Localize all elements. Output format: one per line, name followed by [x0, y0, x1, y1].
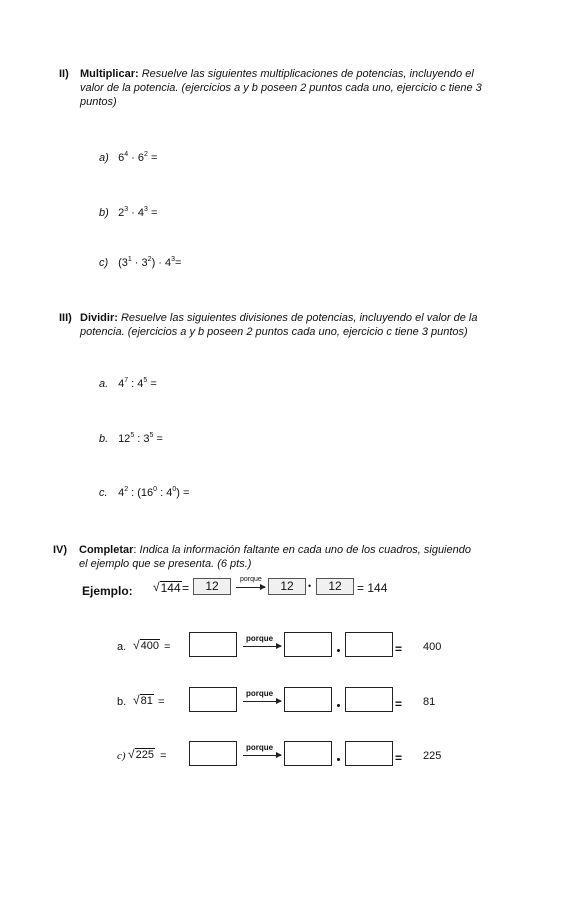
sqrt-icon: √ — [133, 693, 140, 707]
section-title: Completar — [79, 544, 134, 556]
section-completar: IV) Completar: Indica la información faltante en cada uno de los cuadros, siguiendo el ejemplo que se presenta. (6 pts.) — [53, 544, 471, 570]
exercise-ii-a: a) $6^4 \cdot 6^2$ = — [99, 151, 158, 164]
section-number: II) — [59, 68, 69, 80]
result-value: 400 — [423, 641, 442, 653]
answer-box-2[interactable] — [284, 687, 332, 712]
section-instruction-line1: Resuelve las siguientes multiplicaciones de potencias, incluyendo el — [141, 68, 474, 80]
arrow-icon — [236, 587, 265, 588]
example-box-2: 12 — [268, 578, 306, 595]
porque-label: porque — [246, 689, 274, 698]
sqrt-icon: √ — [153, 580, 160, 594]
section-instruction-line1: Resuelve las siguientes divisiones de potencias, incluyendo el valor de la — [120, 312, 478, 324]
example-label: Ejemplo: — [82, 584, 133, 598]
exercise-ii-c: c) $(3^1 \cdot 3^2) \cdot 4^3=$ — [99, 256, 182, 269]
sqrt-icon: √ — [133, 638, 140, 652]
section-instruction-line2: el ejemplo que se presenta. (6 pts.) — [79, 558, 252, 570]
radical: √ 400 — [133, 638, 159, 652]
section-instruction-line2: valor de la potencia. (ejercicios a y b poseen 2 puntos cada uno, ejercicio c tiene 3 — [80, 82, 482, 94]
section-instruction-line3: puntos) — [80, 96, 117, 108]
arrow-icon — [243, 755, 281, 756]
section-number: IV) — [53, 544, 68, 556]
multiply-dot — [337, 758, 340, 761]
section-dividir — [59, 311, 529, 339]
section-title: Dividir: — [80, 312, 118, 324]
section-number: III) — [59, 312, 72, 324]
porque-label: porque — [246, 634, 274, 643]
section-instruction-line2: potencia. (ejercicios a y b poseen 2 puntos cada uno, ejercicio c tiene 3 puntos) — [80, 326, 468, 338]
section-multiplicar — [59, 67, 529, 109]
multiply-dot — [337, 649, 340, 652]
example-result: = 144 — [357, 581, 388, 595]
example-box-3: 12 — [316, 578, 354, 595]
answer-box-2[interactable] — [284, 741, 332, 766]
example-box-1: 12 — [193, 578, 231, 595]
arrow-icon — [243, 646, 281, 647]
exercise-iii-a: a. $4^7$ : $4^5$ = — [99, 377, 157, 390]
multiply-dot — [337, 704, 340, 707]
result-value: 81 — [423, 696, 436, 708]
section-instruction-line1: Indica la información faltante en cada uno de los cuadros, siguiendo — [139, 544, 471, 556]
sqrt-icon: √ — [128, 747, 135, 761]
answer-box-1[interactable] — [189, 687, 237, 712]
example-dot: • — [308, 581, 312, 591]
example-radical: √ 144 — [153, 580, 181, 595]
example-porque-label: porque — [240, 576, 262, 583]
section-title: Multiplicar: — [80, 68, 139, 80]
answer-box-1[interactable] — [189, 632, 237, 657]
answer-box-2[interactable] — [284, 632, 332, 657]
result-value: 225 — [423, 750, 442, 762]
answer-box-1[interactable] — [189, 741, 237, 766]
radical: √ 81 — [133, 693, 153, 707]
exercise-ii-b: b) $2^3 \cdot 4^3$ = — [99, 206, 158, 219]
exercise-iii-c: c. $4^2$ : ($16^0$ : $4^0$) = — [99, 486, 190, 499]
radical: √ 225 — [128, 747, 154, 761]
exercise-iii-b: b. $12^5$ : $3^5$ = — [99, 432, 163, 445]
answer-box-3[interactable] — [345, 687, 393, 712]
answer-box-3[interactable] — [345, 741, 393, 766]
arrow-icon — [243, 701, 281, 702]
porque-label: porque — [246, 743, 274, 752]
answer-box-3[interactable] — [345, 632, 393, 657]
